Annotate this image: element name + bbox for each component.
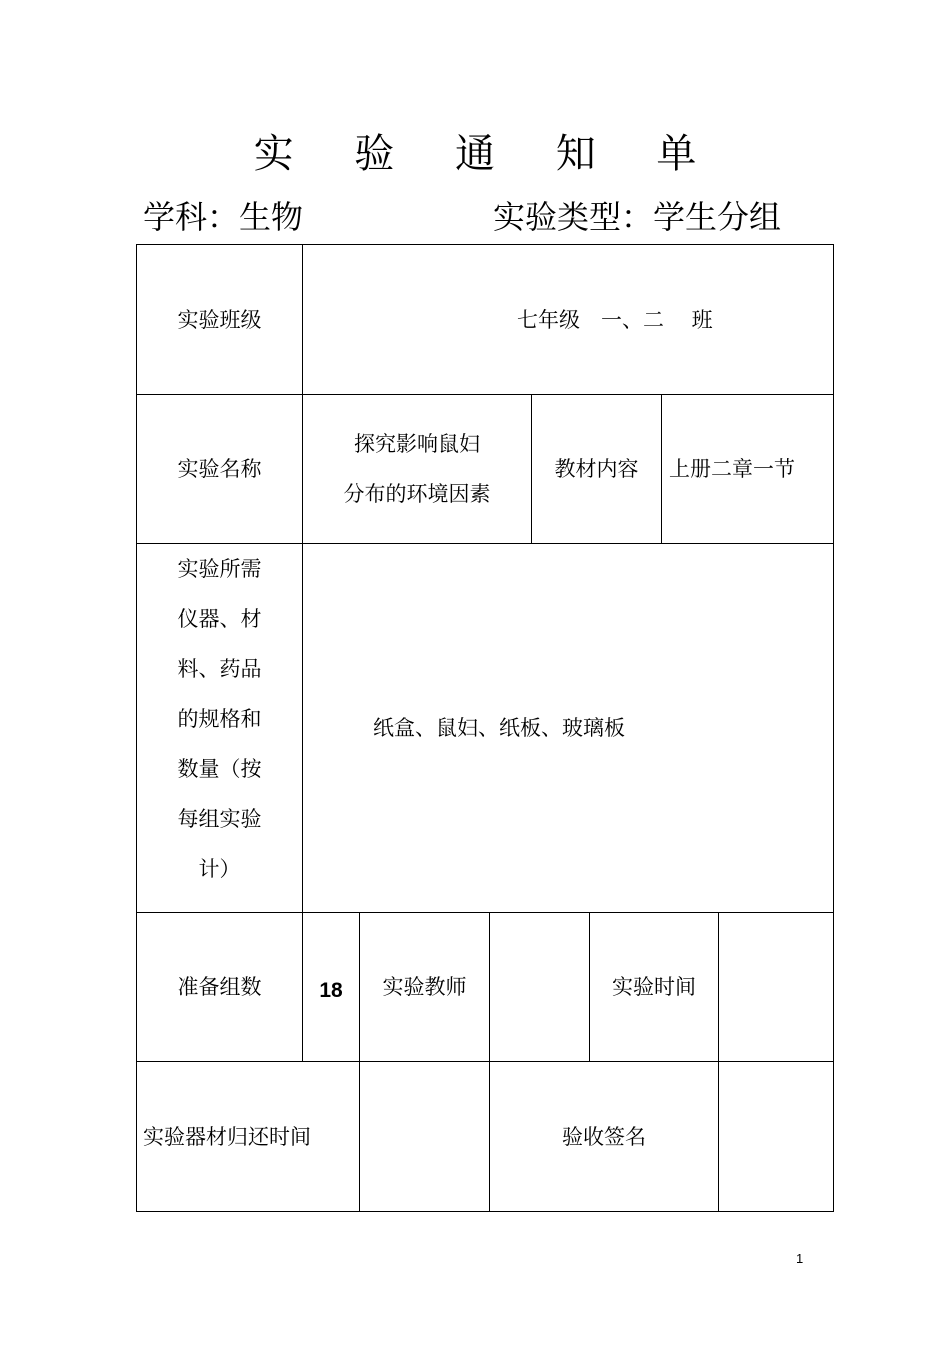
materials-label-line: 计） bbox=[198, 857, 241, 881]
time-value bbox=[719, 913, 833, 1061]
materials-label-line: 每组实验 bbox=[177, 807, 262, 831]
materials-label bbox=[137, 544, 302, 912]
groups-value: 18 bbox=[319, 979, 343, 1002]
textbook-label: 教材内容 bbox=[554, 457, 639, 481]
return-time-value bbox=[360, 1062, 489, 1211]
materials-label-line: 的规格和 bbox=[177, 707, 262, 731]
groups-label: 准备组数 bbox=[177, 975, 262, 999]
return-time-label: 实验器材归还时间 bbox=[143, 1124, 311, 1149]
materials-value: 纸盒、鼠妇、纸板、玻璃板 bbox=[373, 716, 625, 740]
teacher-value bbox=[490, 913, 589, 1061]
experiment-name-line: 探究影响鼠妇 bbox=[354, 432, 480, 456]
materials-label-line: 料、药品 bbox=[177, 657, 262, 681]
textbook-value: 上册二章一节 bbox=[669, 457, 795, 481]
page-number: 1 bbox=[796, 1251, 804, 1266]
table-border-bottom bbox=[136, 1211, 834, 1212]
materials-label-line: 数量（按 bbox=[177, 757, 262, 781]
signature-label: 验收签名 bbox=[562, 1124, 646, 1149]
experiment-name-line: 分布的环境因素 bbox=[343, 482, 491, 506]
subject-heading: 学科：生物 bbox=[143, 198, 304, 236]
teacher-label: 实验教师 bbox=[382, 975, 467, 999]
class-value: 七年级 一、二 班 bbox=[517, 307, 713, 332]
page-title: 实 验 通 知 单 bbox=[253, 131, 721, 177]
table-border-right bbox=[833, 244, 834, 1212]
time-label: 实验时间 bbox=[612, 975, 696, 999]
signature-value bbox=[719, 1062, 833, 1211]
class-label: 实验班级 bbox=[177, 307, 262, 332]
experiment-type-heading: 实验类型：学生分组 bbox=[493, 198, 782, 236]
materials-label-line: 仪器、材 bbox=[177, 607, 262, 631]
experiment-name-value bbox=[303, 395, 531, 543]
materials-label-line: 实验所需 bbox=[177, 557, 262, 581]
experiment-name-label: 实验名称 bbox=[177, 457, 262, 481]
